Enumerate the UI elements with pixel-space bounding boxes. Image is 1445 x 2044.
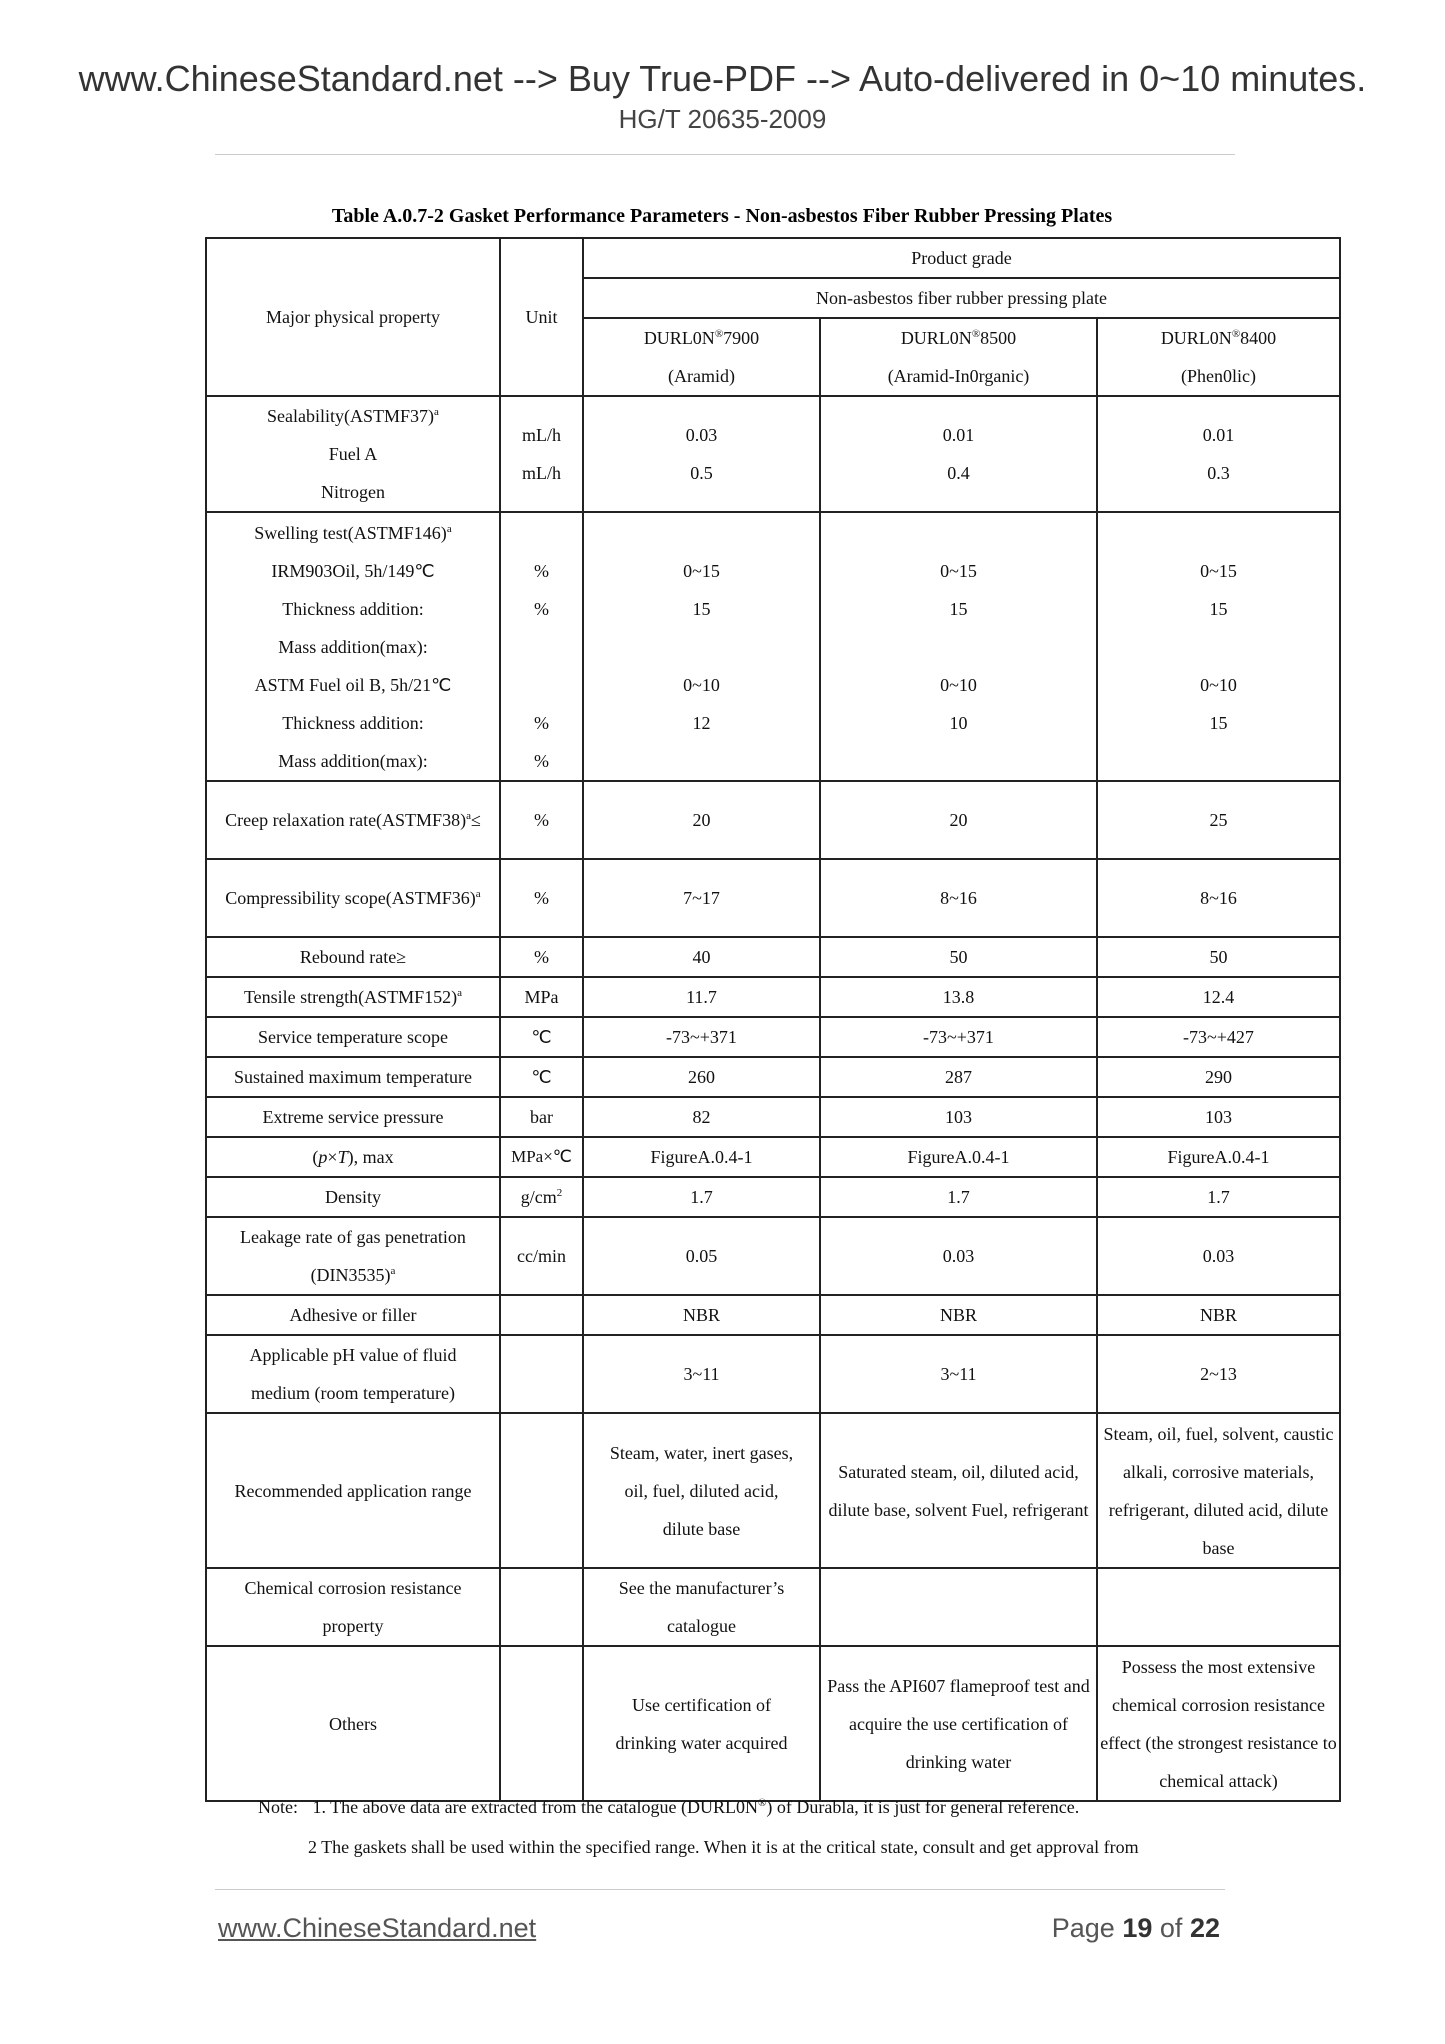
swelling-value: 0~15 15 0~10 12 [583, 512, 820, 781]
row-value: 290 [1097, 1057, 1340, 1097]
row-label: Service temperature scope [206, 1017, 500, 1057]
row-value: FigureA.0.4-1 [1097, 1137, 1340, 1177]
table-row [206, 1217, 1340, 1295]
table-row [206, 1295, 1340, 1335]
row-value: -73~+371 [583, 1017, 820, 1057]
table-row [206, 1057, 1340, 1097]
row-value: Steam, oil, fuel, solvent, caustic alkali, corrosive materials, refrigerant, diluted acid, dilute base [1097, 1413, 1340, 1568]
row-label: Extreme service pressure [206, 1097, 500, 1137]
row-unit: $g/cm^2$ [500, 1177, 583, 1217]
row-label: Rebound rate≥ [206, 937, 500, 977]
table-row [206, 1097, 1340, 1137]
top-banner: www.ChineseStandard.net --> Buy True-PDF --> Auto-delivered in 0~10 minutes. [78, 58, 1367, 99]
row-label: Others [206, 1646, 500, 1801]
row-value: 7~17 [583, 859, 820, 937]
row-value: 8~16 [1097, 859, 1340, 937]
row-value: NBR [820, 1295, 1097, 1335]
row-value: Steam, water, inert gases, oil, fuel, diluted acid, dilute base [583, 1413, 820, 1568]
row-value: 2~13 [1097, 1335, 1340, 1413]
row-value: 0.03 [1097, 1217, 1340, 1295]
row-unit [500, 1335, 583, 1413]
standard-code: HG/T 20635-2009 [618, 104, 827, 134]
table-row [206, 1335, 1340, 1413]
row-value: 1.7 [820, 1177, 1097, 1217]
product-header: DURL0N®7900 (Aramid) [583, 318, 820, 396]
page-indicator: Page 19 of 22 [1051, 1913, 1220, 1943]
row-value: 20 [583, 781, 820, 859]
row-value: 11.7 [583, 977, 820, 1017]
table-row [206, 1017, 1340, 1057]
row-value: 50 [820, 937, 1097, 977]
row-value [820, 1568, 1097, 1646]
row-unit: ℃ [500, 1057, 583, 1097]
row-unit: cc/min [500, 1217, 583, 1295]
sealability-value: 0.01 0.4 [820, 396, 1097, 512]
row-label: Compressibility scope(ASTMF36)$^a$ [206, 859, 500, 937]
row-value: 103 [1097, 1097, 1340, 1137]
row-label: Sustained maximum temperature [206, 1057, 500, 1097]
row-value: 3~11 [820, 1335, 1097, 1413]
row-value: -73~+427 [1097, 1017, 1340, 1057]
row-value: 25 [1097, 781, 1340, 859]
row-label: Leakage rate of gas penetration $(DIN3535)^a$ [206, 1217, 500, 1295]
row-value: 82 [583, 1097, 820, 1137]
row-label: Recommended application range [206, 1413, 500, 1568]
sealability-value: 0.01 0.3 [1097, 396, 1340, 512]
table-row [206, 977, 1340, 1017]
row-value: 0.03 [820, 1217, 1097, 1295]
header-property: Major physical property [206, 238, 500, 396]
row-value: 13.8 [820, 977, 1097, 1017]
product-header: DURL0N®8500 (Aramid-In0rganic) [820, 318, 1097, 396]
gasket-performance-table [205, 237, 1341, 1802]
table-row [206, 781, 1340, 859]
row-unit [500, 1413, 583, 1568]
row-value: 12.4 [1097, 977, 1340, 1017]
row-value: FigureA.0.4-1 [820, 1137, 1097, 1177]
row-value: FigureA.0.4-1 [583, 1137, 820, 1177]
row-value: 20 [820, 781, 1097, 859]
row-value [1097, 1568, 1340, 1646]
row-value: 1.7 [583, 1177, 820, 1217]
row-value: Saturated steam, oil, diluted acid, dilute base, solvent Fuel, refrigerant [820, 1413, 1097, 1568]
row-value: 50 [1097, 937, 1340, 977]
row-value: 40 [583, 937, 820, 977]
row-unit [500, 1646, 583, 1801]
table-row [206, 1646, 1340, 1801]
product-header: DURL0N®8400 (Phen0lic) [1097, 318, 1340, 396]
row-value: -73~+371 [820, 1017, 1097, 1057]
header-type: Non-asbestos fiber rubber pressing plate [583, 278, 1340, 318]
row-unit: % [500, 781, 583, 859]
row-label: Creep relaxation rate(ASTMF38)$^a$≤ [206, 781, 500, 859]
row-value: NBR [1097, 1295, 1340, 1335]
sealability-value: 0.03 0.5 [583, 396, 820, 512]
sealability-label: Sealability(ASTMF37)$^a$ Fuel A Nitrogen [206, 396, 500, 512]
row-unit: MPa [500, 977, 583, 1017]
note-label: Note: [258, 1797, 298, 1817]
table-row [206, 1177, 1340, 1217]
row-value: Possess the most extensive chemical corrosion resistance effect (the strongest resistance to chemical attack) [1097, 1646, 1340, 1801]
row-label: Adhesive or filler [206, 1295, 500, 1335]
header-divider [215, 154, 1235, 155]
table-row [206, 937, 1340, 977]
row-value: 1.7 [1097, 1177, 1340, 1217]
swelling-value: 0~15 15 0~10 15 [1097, 512, 1340, 781]
swelling-value: 0~15 15 0~10 10 [820, 512, 1097, 781]
sealability-unit: mL/h mL/h [500, 396, 583, 512]
row-label: Density [206, 1177, 500, 1217]
row-label: Chemical corrosion resistance property [206, 1568, 500, 1646]
row-value: 3~11 [583, 1335, 820, 1413]
header-unit: Unit [500, 238, 583, 396]
swelling-unit: % % % % [500, 512, 583, 781]
row-sealability [206, 396, 1340, 512]
row-value: See the manufacturer’s catalogue [583, 1568, 820, 1646]
table-row [206, 1568, 1340, 1646]
row-unit: bar [500, 1097, 583, 1137]
row-label: Applicable pH value of fluid medium (room temperature) [206, 1335, 500, 1413]
row-unit [500, 1568, 583, 1646]
footer-divider [215, 1889, 1225, 1890]
row-value: 0.05 [583, 1217, 820, 1295]
header-grade: Product grade [583, 238, 1340, 278]
row-unit: % [500, 937, 583, 977]
row-unit: ℃ [500, 1017, 583, 1057]
footer-site-link[interactable]: www.ChineseStandard.net [218, 1913, 537, 1943]
row-unit: MPa×℃ [500, 1137, 583, 1177]
row-value: 287 [820, 1057, 1097, 1097]
note-line-2: 2 The gaskets shall be used within the specified range. When it is at the critical state, consult and get approval from [308, 1837, 1139, 1857]
row-label: (p×T), max [206, 1137, 500, 1177]
table-row [206, 1137, 1340, 1177]
table-row [206, 859, 1340, 937]
row-swelling [206, 512, 1340, 781]
row-value: 103 [820, 1097, 1097, 1137]
row-value: 260 [583, 1057, 820, 1097]
row-label: Tensile strength(ASTMF152)$^a$ [206, 977, 500, 1017]
table-row [206, 1413, 1340, 1568]
swelling-label: Swelling test(ASTMF146)$^a$ IRM903Oil, 5h/149℃ Thickness addition: Mass addition(max): ASTM Fuel oil B, 5h/21℃ Thickness addition: Mass addition(max): [206, 512, 500, 781]
row-value: 8~16 [820, 859, 1097, 937]
table-title: Table A.0.7-2 Gasket Performance Parameters - Non-asbestos Fiber Rubber Pressing Plates [331, 205, 1113, 227]
header-row-grade [206, 238, 1340, 278]
row-value: Pass the API607 flameproof test and acquire the use certification of drinking water [820, 1646, 1097, 1801]
row-unit [500, 1295, 583, 1335]
note-line-1: Note: 1. The above data are extracted from the catalogue (DURL0N®) of Durabla, it is just for general reference. [258, 1797, 1080, 1817]
row-unit: % [500, 859, 583, 937]
row-value: NBR [583, 1295, 820, 1335]
row-value: Use certification of drinking water acquired [583, 1646, 820, 1801]
